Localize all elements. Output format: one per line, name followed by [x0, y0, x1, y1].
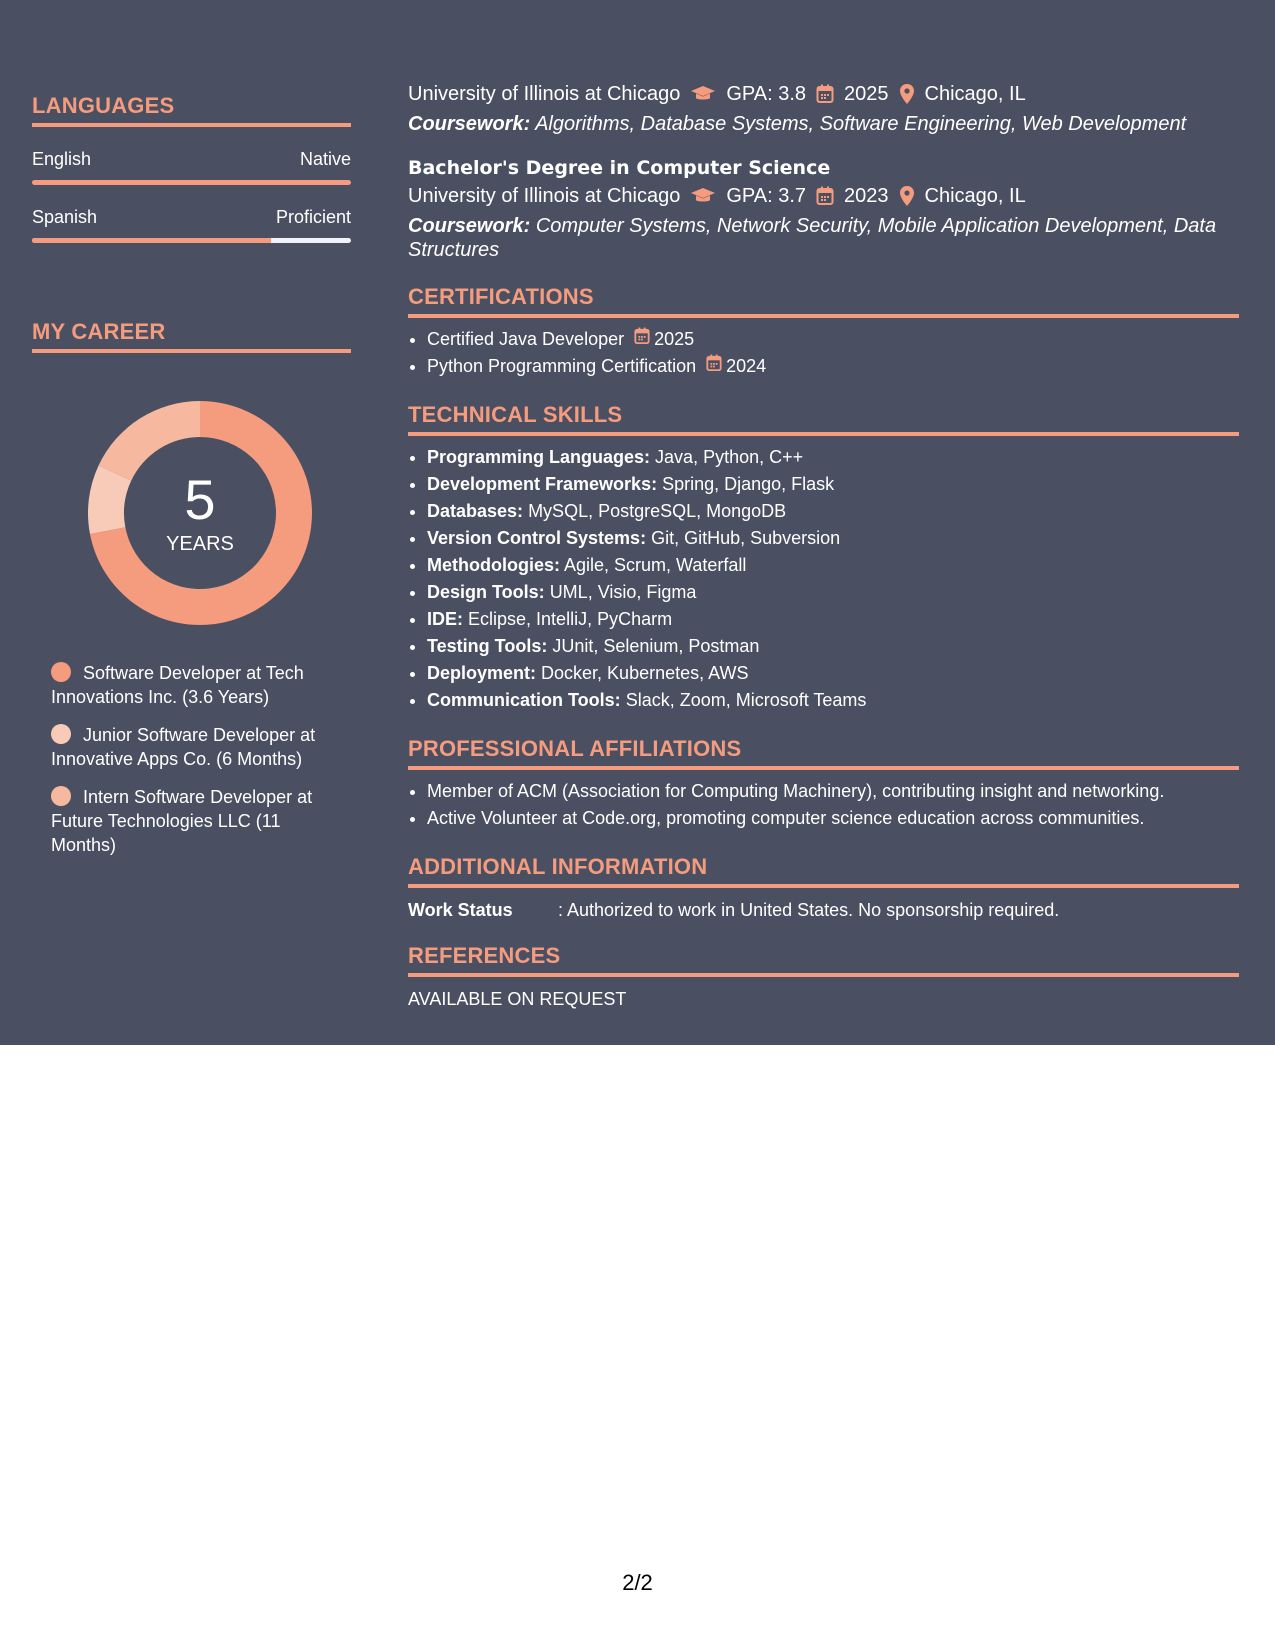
skill-item: [427, 525, 1239, 552]
skill-item: [427, 606, 1239, 633]
career-legend-item: [51, 785, 341, 857]
location-pin-icon: [899, 185, 915, 207]
language-item: [32, 207, 351, 243]
certification-name: Python Programming Certification: [427, 356, 697, 376]
skills-title: TECHNICAL SKILLS: [408, 402, 1239, 436]
skill-value: Slack, Zoom, Microsoft Teams: [625, 690, 867, 710]
skill-label: Communication Tools:: [427, 690, 621, 710]
career-total-unit: YEARS: [166, 532, 234, 555]
calendar-icon: [634, 326, 654, 353]
education-meta: [408, 182, 1239, 210]
career-donut: [80, 393, 320, 633]
certifications-title: CERTIFICATIONS: [408, 284, 1239, 318]
skill-label: Testing Tools:: [427, 636, 548, 656]
skill-value: JUnit, Selenium, Postman: [552, 636, 760, 656]
degree-title: Bachelor's Degree in Computer Science: [408, 157, 831, 179]
skill-label: Databases:: [427, 501, 524, 521]
skill-item: [427, 471, 1239, 498]
work-status-value: : Authorized to work in United States. No sponsorship required.: [558, 900, 1060, 920]
page-number: 2/2: [622, 1570, 653, 1595]
certification-year: 2025: [654, 329, 695, 349]
skill-value: Git, GitHub, Subversion: [651, 528, 841, 548]
education-entry: [408, 154, 1239, 262]
skill-label: Programming Languages:: [427, 447, 651, 467]
skill-item: [427, 498, 1239, 525]
left-column: [32, 93, 351, 871]
legend-label: Software Developer at Tech Innovations Inc. (3.6 Years): [51, 663, 304, 707]
coursework: [408, 112, 1239, 136]
certification-name: Certified Java Developer: [427, 329, 625, 349]
language-name: English: [32, 149, 92, 169]
skill-label: Methodologies:: [427, 555, 560, 575]
work-status-label: Work Status: [408, 900, 513, 920]
location-pin-icon: [899, 83, 915, 105]
calendar-icon: [816, 84, 834, 104]
affiliations-section: [408, 736, 1239, 832]
language-bar-fill: [32, 180, 351, 185]
skill-label: IDE:: [427, 609, 463, 629]
skill-label: Deployment:: [427, 663, 537, 683]
career-donut-center: [80, 393, 320, 633]
school-location: Chicago, IL: [924, 82, 1026, 105]
work-status-row: [408, 900, 1239, 921]
graduation-year: 2025: [844, 82, 889, 105]
skill-item: [427, 687, 1239, 714]
coursework-label: Coursework:: [408, 215, 531, 237]
skill-value: Eclipse, IntelliJ, PyCharm: [468, 609, 673, 629]
language-bar: [32, 180, 351, 185]
legend-dot: [51, 724, 71, 744]
education-meta: [408, 80, 1239, 108]
calendar-icon: [816, 186, 834, 206]
school-location: Chicago, IL: [924, 184, 1026, 207]
legend-dot: [51, 662, 71, 682]
graduation-year: 2023: [844, 184, 889, 207]
career-legend-item: [51, 661, 341, 709]
right-column: [408, 80, 1239, 1010]
skills-section: [408, 402, 1239, 714]
certifications-list: [408, 326, 1239, 380]
skill-item: [427, 660, 1239, 687]
references-title: REFERENCES: [408, 943, 1239, 977]
career-legend-item: [51, 723, 341, 771]
skill-label: Version Control Systems:: [427, 528, 647, 548]
skills-list: [408, 444, 1239, 714]
coursework-text: Algorithms, Database Systems, Software Engineering, Web Development: [535, 113, 1187, 135]
language-level: Proficient: [275, 207, 351, 227]
language-bar-fill: [32, 238, 271, 243]
skill-value: MySQL, PostgreSQL, MongoDB: [528, 501, 787, 521]
affiliation-item: • Member of ACM (Association for Computing Machinery), contributing insight and networking.: [427, 778, 1239, 805]
legend-label: Junior Software Developer at Innovative Apps Co. (6 Months): [51, 725, 316, 769]
references-section: [408, 943, 1239, 1010]
graduation-cap-icon: [690, 84, 716, 104]
language-name: Spanish: [32, 207, 98, 227]
coursework-label: Coursework:: [408, 113, 531, 135]
languages-title: LANGUAGES: [32, 93, 351, 127]
coursework-text: Computer Systems, Network Security, Mobile Application Development, Data Structures: [408, 215, 1217, 261]
education-entry: [408, 80, 1239, 136]
skill-item: [427, 552, 1239, 579]
career-title: MY CAREER: [32, 319, 351, 353]
certifications-section: [408, 284, 1239, 380]
affiliations-title: PROFESSIONAL AFFILIATIONS: [408, 736, 1239, 770]
certification-year: 2024: [726, 356, 767, 376]
skill-item: [427, 444, 1239, 471]
language-level: Native: [299, 149, 351, 169]
skill-value: Spring, Django, Flask: [662, 474, 835, 494]
skill-label: Design Tools:: [427, 582, 545, 602]
references-text: AVAILABLE ON REQUEST: [408, 989, 627, 1009]
certification-item: [427, 326, 1239, 353]
career-total-value: 5: [184, 467, 216, 531]
skill-value: UML, Visio, Figma: [549, 582, 697, 602]
additional-section: [408, 854, 1239, 921]
gpa: GPA: 3.8: [726, 82, 807, 105]
skill-item: [427, 579, 1239, 606]
language-bar: [32, 238, 351, 243]
school-name: University of Illinois at Chicago: [408, 82, 681, 105]
affiliation-item: • Active Volunteer at Code.org, promoting computer science education across communities.: [427, 805, 1239, 832]
skill-label: Development Frameworks:: [427, 474, 658, 494]
coursework: [408, 214, 1239, 262]
skill-value: Java, Python, C++: [655, 447, 804, 467]
certification-item: [427, 353, 1239, 380]
additional-title: ADDITIONAL INFORMATION: [408, 854, 1239, 888]
legend-label: Intern Software Developer at Future Technologies LLC (11 Months): [51, 787, 313, 855]
language-item: [32, 149, 351, 185]
legend-dot: [51, 786, 71, 806]
skill-value: Docker, Kubernetes, AWS: [541, 663, 749, 683]
skill-value: Agile, Scrum, Waterfall: [564, 555, 747, 575]
graduation-cap-icon: [690, 186, 716, 206]
affiliations-list: [408, 778, 1239, 832]
calendar-icon: [706, 353, 726, 380]
gpa: GPA: 3.7: [726, 184, 807, 207]
skill-item: [427, 633, 1239, 660]
career-legend: [51, 661, 351, 857]
school-name: University of Illinois at Chicago: [408, 184, 681, 207]
